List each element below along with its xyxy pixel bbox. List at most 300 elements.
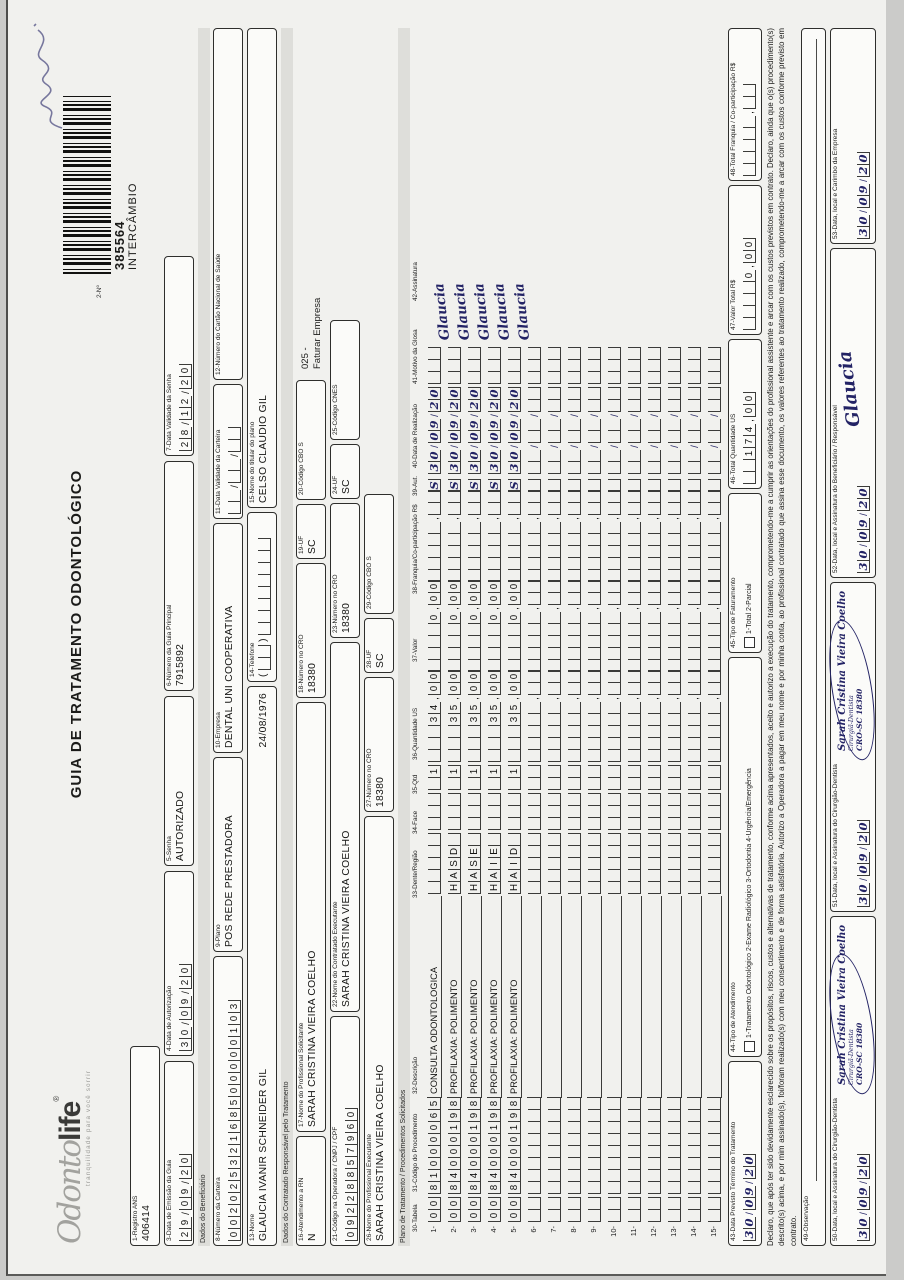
cell-aut: S bbox=[468, 479, 481, 492]
field-senha-value: AUTORIZADO bbox=[175, 790, 186, 861]
field-uf-24-value: SC bbox=[341, 479, 352, 494]
cell-aut bbox=[528, 479, 541, 492]
cell-face bbox=[708, 793, 721, 830]
cell-aut: S bbox=[448, 479, 461, 492]
field-assinatura-dentista-50 bbox=[830, 916, 876, 1246]
field-titular-plano bbox=[247, 28, 277, 508]
procedure-row bbox=[464, 28, 494, 1246]
procedure-row bbox=[484, 28, 514, 1246]
cell-franq: , bbox=[668, 490, 681, 582]
field-data-autorizacao-label: 4-Data de Autorização bbox=[166, 985, 173, 1051]
field-plano-label: 9-Plano bbox=[215, 924, 222, 947]
field-plano-value: POS REDE PRESTADORA bbox=[224, 815, 235, 947]
cell-dente bbox=[528, 833, 541, 894]
stamp-name-50: Sarah Cristina Vieira Coelho bbox=[837, 924, 848, 1085]
cell-glosa bbox=[528, 347, 541, 384]
cell-dente bbox=[548, 833, 561, 894]
field-data-termino-label: 43-Data Previsto Término do Tratamento bbox=[730, 1121, 737, 1241]
field-assinatura-beneficiario bbox=[830, 248, 876, 578]
field-data-emissao-value: 2 9 / 0 9 / 2 0 bbox=[179, 1154, 192, 1241]
telefone-paren-open: ( bbox=[258, 673, 269, 677]
cell-desc bbox=[567, 896, 582, 1098]
cell-qtd bbox=[548, 765, 561, 790]
cell-valor: 0 , 0 0 bbox=[428, 580, 441, 672]
cell-franq: , bbox=[488, 490, 501, 582]
field-total-franquia bbox=[728, 28, 762, 181]
handwritten-scribble bbox=[24, 14, 70, 134]
field-assinatura-dentista-51-label: 51-Data, local e Assinatura do Cirurgião-Dentista bbox=[832, 764, 839, 907]
cell-tabela bbox=[528, 1197, 541, 1222]
cell-data: / / bbox=[528, 387, 541, 474]
field-uf-28 bbox=[364, 618, 394, 673]
cell-us: , bbox=[708, 670, 721, 762]
tipo-atendimento-options: 1-Tratamento Odontológico 2-Exame Radiológico 3-Ortodontia 4-Urgência/Emergência bbox=[746, 768, 753, 1038]
cell-codigo bbox=[708, 1097, 721, 1194]
observacao-line bbox=[816, 39, 817, 1181]
cell-tabela bbox=[648, 1197, 661, 1222]
field-validade-senha-value: 2 8 / 1 2 / 2 0 bbox=[179, 364, 192, 451]
cell-us: , bbox=[548, 670, 561, 762]
cell-valor: , bbox=[668, 580, 681, 672]
cell-glosa bbox=[468, 347, 481, 384]
procedures-table bbox=[412, 28, 726, 1246]
cell-codigo bbox=[568, 1097, 581, 1194]
cell-qtd: 1 bbox=[468, 765, 481, 790]
field-cro-23-label: 23-Número no CRO bbox=[332, 574, 339, 633]
cell-franq: , bbox=[628, 490, 641, 582]
cell-sig: Glaucia bbox=[431, 282, 454, 342]
procedure-row bbox=[564, 28, 584, 1246]
procedure-row bbox=[684, 28, 704, 1246]
cell-glosa bbox=[548, 347, 561, 384]
cell-qtd: 1 bbox=[448, 765, 461, 790]
cell-dente: H A S D bbox=[448, 833, 461, 894]
cell-valor: , bbox=[548, 580, 561, 672]
paper-sheet bbox=[6, 0, 886, 1276]
cell-face bbox=[548, 793, 561, 830]
field-nome-beneficiario-value: GLAUCIA IVANIR SCHNEIDER GIL bbox=[258, 1068, 269, 1241]
cell-us: , bbox=[668, 670, 681, 762]
cell-tabela: 0 0 bbox=[488, 1197, 501, 1222]
cell-qtd bbox=[708, 765, 721, 790]
cell-desc bbox=[587, 896, 602, 1098]
field-cro-27 bbox=[364, 677, 394, 812]
tipo-faturamento-checkbox bbox=[744, 637, 755, 648]
cell-qtd bbox=[608, 765, 621, 790]
cell-desc bbox=[607, 896, 622, 1098]
cell-sig: Glaucia bbox=[491, 282, 514, 342]
cell-tabela: 0 0 bbox=[448, 1197, 461, 1222]
gto-form bbox=[8, 0, 886, 1274]
cell-glosa bbox=[628, 347, 641, 384]
cell-face bbox=[668, 793, 681, 830]
field-assinatura-beneficiario-label: 52-Data, local e Assinatura do Beneficiário / Responsável bbox=[832, 405, 839, 573]
field-valor-total-label: 47-Valor Total R$ bbox=[730, 279, 737, 330]
field-cartao-nacional-saude-label: 12-Número do Cartão Nacional de Saúde bbox=[215, 253, 222, 375]
cell-valor: , bbox=[628, 580, 641, 672]
cell-valor: 0 , 0 0 bbox=[508, 580, 521, 672]
cell-codigo bbox=[668, 1097, 681, 1194]
cell-desc bbox=[687, 896, 702, 1098]
cell-data: 3 0 / 0 9 / 2 0 bbox=[468, 387, 481, 474]
field-cnes-25 bbox=[330, 320, 360, 440]
field-assinatura-dentista-50-date: 3 0 / 0 9 / 2 0 bbox=[857, 1154, 870, 1241]
field-tipo-faturamento-label: 45-Tipo de Faturamento bbox=[730, 577, 737, 648]
cell-codigo bbox=[688, 1097, 701, 1194]
cell-dente: H A I E bbox=[488, 833, 501, 894]
cell-face bbox=[448, 793, 461, 830]
field-cro-27-label: 27-Número no CRO bbox=[366, 748, 373, 807]
field-profissional-solicitante-label: 17-Nome do Profissional Solicitante bbox=[298, 1022, 305, 1127]
cell-data: / / bbox=[648, 387, 661, 474]
field-cro-23 bbox=[330, 503, 360, 638]
field-telefone-numero bbox=[258, 538, 271, 635]
cell-us: 3 5 , 0 0 bbox=[488, 670, 501, 762]
cell-data: 3 0 / 0 9 / 2 0 bbox=[488, 387, 501, 474]
cell-us: , bbox=[688, 670, 701, 762]
field-uf-28-value: SC bbox=[375, 653, 386, 668]
registered-mark: ® bbox=[52, 1095, 61, 1102]
cell-dente bbox=[608, 833, 621, 894]
cell-tabela: 0 0 bbox=[468, 1197, 481, 1222]
field-empresa bbox=[213, 523, 243, 753]
col-codigo: 31-Código do Procedimento bbox=[412, 1113, 419, 1192]
cell-tabela bbox=[588, 1197, 601, 1222]
field-numero-guia-principal-value: 7915892 bbox=[175, 643, 186, 686]
cell-aut: S bbox=[428, 479, 441, 492]
cell-codigo: 8 4 0 0 0 1 9 8 bbox=[508, 1097, 521, 1194]
field-uf-24 bbox=[330, 444, 360, 499]
section-plano-tratamento: Plano de Tratamento / Procedimentos Solicitados bbox=[398, 28, 410, 1246]
cell-glosa bbox=[708, 347, 721, 384]
field-carimbo-empresa-date: 3 0 / 0 9 / 2 0 bbox=[857, 152, 870, 239]
cell-valor: , bbox=[608, 580, 621, 672]
field-contratado-executante bbox=[330, 642, 360, 1012]
cell-aut bbox=[568, 479, 581, 492]
cell-data: / / bbox=[588, 387, 601, 474]
cell-dente bbox=[588, 833, 601, 894]
cell-us: , bbox=[608, 670, 621, 762]
cell-qtd bbox=[568, 765, 581, 790]
cell-aut bbox=[688, 479, 701, 492]
row-number: 12- bbox=[649, 1226, 658, 1237]
cell-valor: , bbox=[528, 580, 541, 672]
row-number: 11- bbox=[629, 1226, 638, 1237]
cell-dente bbox=[568, 833, 581, 894]
cell-valor: , bbox=[588, 580, 601, 672]
cell-valor: , bbox=[708, 580, 721, 672]
cell-aut bbox=[628, 479, 641, 492]
cell-aut: S bbox=[488, 479, 501, 492]
cell-data: / / bbox=[548, 387, 561, 474]
cell-tabela bbox=[688, 1197, 701, 1222]
field-total-quantidade-us-value: 1 7 4 , 0 0 bbox=[743, 392, 756, 484]
field-assinatura-dentista-50-label: 50-Data, local e Assinatura do Cirurgião-Dentista bbox=[832, 1098, 839, 1241]
field-uf-19-label: 19-UF bbox=[298, 535, 305, 554]
cell-glosa bbox=[588, 347, 601, 384]
cell-aut bbox=[588, 479, 601, 492]
cell-tabela: 0 0 bbox=[428, 1197, 441, 1222]
cell-aut bbox=[668, 479, 681, 492]
cell-sig: Glaucia bbox=[451, 282, 474, 342]
field-assinatura-dentista-51-date: 3 0 / 0 9 / 2 0 bbox=[857, 820, 870, 907]
cell-franq: , bbox=[608, 490, 621, 582]
col-quantidade-us: 36-Quantidade US bbox=[412, 707, 419, 760]
col-motivo-glosa: 41-Motivo da Glosa bbox=[412, 329, 419, 384]
cell-data: / / bbox=[628, 387, 641, 474]
field-assinatura-beneficiario-date: 3 0 / 0 9 / 2 0 bbox=[857, 486, 870, 573]
form-title: GUIA DE TRATAMENTO ODONTOLÓGICO bbox=[68, 469, 85, 799]
field-numero-carteira-value: 0 0 2 0 2 5 3 2 1 6 8 5 0 0 0 0 0 1 0 3 bbox=[228, 1000, 241, 1241]
field-plano bbox=[213, 757, 243, 952]
col-data-realizacao: 40-Data de Realização bbox=[412, 403, 419, 468]
field-2-label: 2-Nº bbox=[96, 285, 103, 298]
field-data-termino bbox=[728, 1061, 762, 1246]
cell-franq: , bbox=[508, 490, 521, 582]
row-number: 7- bbox=[549, 1226, 558, 1233]
field-nome-beneficiario-label: 13-Nome bbox=[249, 1213, 256, 1241]
cell-desc: PROFILAXIA: POLIMENTO bbox=[467, 896, 482, 1098]
cell-face bbox=[528, 793, 541, 830]
row-number: 1- bbox=[429, 1226, 438, 1233]
row-number: 8- bbox=[569, 1226, 578, 1233]
cell-data: / / bbox=[608, 387, 621, 474]
row-number: 6- bbox=[529, 1226, 538, 1233]
cell-dente bbox=[428, 833, 441, 894]
cell-glosa bbox=[688, 347, 701, 384]
field-atendimento-rn bbox=[296, 1136, 326, 1246]
field-profissional-solicitante bbox=[296, 702, 326, 1132]
cell-us: , bbox=[648, 670, 661, 762]
field-telefone-ddd bbox=[258, 645, 271, 670]
cell-desc: PROFILAXIA: POLIMENTO bbox=[507, 896, 522, 1098]
field-validade-carteira-label: 11-Data Validade da Carteira bbox=[215, 429, 222, 514]
cell-desc bbox=[627, 896, 642, 1098]
cell-franq: , bbox=[688, 490, 701, 582]
cell-aut bbox=[708, 479, 721, 492]
field-telefone bbox=[247, 512, 277, 682]
stamp-role-50: Cirurgiã-Dentista bbox=[848, 1029, 855, 1085]
field-contratado-executante-label: 22-Nome do Contratado Executante bbox=[332, 901, 339, 1007]
logo-odonto: Odonto bbox=[52, 1140, 88, 1244]
cell-qtd bbox=[668, 765, 681, 790]
cell-desc: CONSULTA ODONTOLOGICA bbox=[427, 896, 442, 1098]
cell-franq: , bbox=[448, 490, 461, 582]
field-nome-beneficiario bbox=[247, 686, 277, 1246]
cell-us: 3 4 , 0 0 bbox=[428, 670, 441, 762]
cell-face bbox=[628, 793, 641, 830]
field-tipo-faturamento bbox=[728, 493, 762, 653]
field-profissional-executante bbox=[364, 816, 394, 1246]
field-carimbo-empresa-label: 53-Data, local e Carimbo da Empresa bbox=[832, 128, 839, 239]
cell-franq: , bbox=[568, 490, 581, 582]
procedure-row bbox=[624, 28, 644, 1246]
field-cartao-nacional-saude bbox=[213, 28, 243, 380]
cell-glosa bbox=[568, 347, 581, 384]
cell-face bbox=[688, 793, 701, 830]
tipo-faturamento-options: 1-Total 2-Parcial bbox=[746, 583, 753, 634]
cell-tabela bbox=[708, 1197, 721, 1222]
stamp-name-51: Sarah Cristina Vieira Coelho bbox=[837, 590, 848, 751]
cell-dente: H A S E bbox=[468, 833, 481, 894]
field-assinatura-dentista-51 bbox=[830, 582, 876, 912]
cell-glosa bbox=[668, 347, 681, 384]
col-aut: 39-Aut. bbox=[412, 475, 419, 496]
cell-dente: H A I D bbox=[508, 833, 521, 894]
telefone-paren-close: ) bbox=[258, 638, 269, 642]
note-faturar-texto: Faturar Empresa bbox=[312, 297, 323, 369]
cell-us: , bbox=[528, 670, 541, 762]
col-qtd: 35-Qtd bbox=[412, 774, 419, 794]
field-data-emissao bbox=[164, 1061, 194, 1246]
field-total-franquia-value: , bbox=[743, 84, 756, 176]
cell-codigo bbox=[548, 1097, 561, 1194]
col-valor: 37-Valor bbox=[412, 638, 419, 662]
cell-valor: , bbox=[568, 580, 581, 672]
cell-face bbox=[468, 793, 481, 830]
signature-loop-50 bbox=[821, 951, 883, 1098]
cell-valor: 0 , 0 0 bbox=[448, 580, 461, 672]
cell-codigo bbox=[648, 1097, 661, 1194]
cell-face bbox=[488, 793, 501, 830]
cell-data: / / bbox=[568, 387, 581, 474]
logo-tagline: tranquilidade para você sorrir bbox=[85, 1069, 92, 1186]
cell-face bbox=[568, 793, 581, 830]
col-face: 34-Face bbox=[412, 810, 419, 834]
cell-us: , bbox=[568, 670, 581, 762]
cell-sig: Glaucia bbox=[471, 282, 494, 342]
field-registro-ans-label: 1-Registro ANS bbox=[132, 1195, 139, 1241]
cell-glosa bbox=[428, 347, 441, 384]
field-cnes-25-label: 25-Código CNES bbox=[332, 384, 339, 435]
cell-franq: , bbox=[708, 490, 721, 582]
col-tabela: 30-Tabela bbox=[412, 1204, 419, 1232]
field-contratado-executante-value: SARAH CRISTINA VIEIRA COELHO bbox=[341, 830, 352, 1007]
procedure-row bbox=[544, 28, 564, 1246]
cell-qtd: 1 bbox=[428, 765, 441, 790]
cell-valor: , bbox=[688, 580, 701, 672]
field-atendimento-rn-label: 16-Atendimento a RN bbox=[298, 1177, 305, 1241]
field-total-franquia-label: 48-Total Franquia / Co-participação R$ bbox=[730, 62, 737, 176]
field-senha bbox=[164, 696, 194, 866]
cell-us: 3 5 , 0 0 bbox=[508, 670, 521, 762]
cell-codigo: 8 4 0 0 0 1 9 8 bbox=[448, 1097, 461, 1194]
cell-data: 3 0 / 0 9 / 2 0 bbox=[508, 387, 521, 474]
cell-data: 3 0 / 0 9 / 2 0 bbox=[428, 387, 441, 474]
field-uf-19-value: SC bbox=[307, 539, 318, 554]
field-cro-27-value: 18380 bbox=[375, 776, 386, 807]
procedure-row bbox=[604, 28, 624, 1246]
field-data-autorizacao-value: 3 0 / 0 9 / 2 0 bbox=[179, 964, 192, 1051]
field-data-emissao-label: 3-Data de Emissão da Guia bbox=[166, 1160, 173, 1241]
cell-dente bbox=[688, 833, 701, 894]
row-number: 14- bbox=[689, 1226, 698, 1237]
row-number: 2- bbox=[449, 1226, 458, 1233]
cell-face bbox=[608, 793, 621, 830]
cell-codigo bbox=[608, 1097, 621, 1194]
cell-desc bbox=[547, 896, 562, 1098]
cell-valor: 0 , 0 0 bbox=[488, 580, 501, 672]
cell-desc: PROFILAXIA: POLIMENTO bbox=[487, 896, 502, 1098]
field-cbo-29 bbox=[364, 494, 394, 614]
cell-glosa bbox=[488, 347, 501, 384]
odontolife-logo bbox=[52, 1014, 92, 1244]
field-total-quantidade-us bbox=[728, 339, 762, 489]
cell-codigo: 8 1 0 0 0 0 6 5 bbox=[428, 1097, 441, 1194]
cell-us: , bbox=[588, 670, 601, 762]
cell-qtd bbox=[648, 765, 661, 790]
field-empresa-label: 10-Empresa bbox=[215, 712, 222, 748]
stamp-cro-51: CRO-SC 18380 bbox=[855, 688, 864, 751]
cell-face bbox=[508, 793, 521, 830]
cell-data: 3 0 / 0 9 / 2 0 bbox=[448, 387, 461, 474]
col-franquia: 38-Franquia/Co-participação R$ bbox=[412, 504, 419, 594]
field-numero-guia-principal-label: 6-Número da Guia Principal bbox=[166, 604, 173, 686]
cell-face bbox=[648, 793, 661, 830]
cell-dente bbox=[668, 833, 681, 894]
field-observacao bbox=[801, 28, 826, 1246]
field-titular-plano-label: 15-Nome do titular do plano bbox=[249, 421, 256, 503]
cell-data: / / bbox=[688, 387, 701, 474]
cell-qtd: 1 bbox=[488, 765, 501, 790]
field-titular-plano-value: CELSO CLAUDIO GIL bbox=[258, 394, 269, 503]
cell-aut bbox=[608, 479, 621, 492]
field-profissional-executante-value: SARAH CRISTINA VIEIRA COELHO bbox=[375, 1064, 386, 1241]
cell-us: 3 5 , 0 0 bbox=[448, 670, 461, 762]
row-number: 15- bbox=[709, 1226, 718, 1237]
field-cro-23-value: 18380 bbox=[341, 602, 352, 633]
field-tipo-atendimento-label: 44-Tipo de Atendimento bbox=[730, 982, 737, 1052]
cell-franq: , bbox=[528, 490, 541, 582]
tipo-atendimento-checkbox bbox=[744, 1041, 755, 1052]
cell-desc bbox=[667, 896, 682, 1098]
beneficiary-signature: Glaucia bbox=[834, 349, 865, 428]
field-data-nascimento: 24/08/1976 bbox=[258, 693, 269, 748]
field-atendimento-rn-value: N bbox=[307, 1233, 318, 1241]
col-assinatura: 42-Assinatura bbox=[412, 262, 419, 301]
field-codigo-operadora-label: 21-Código na Operadora / CNPJ / CPF bbox=[332, 1126, 339, 1241]
note-faturar-empresa bbox=[300, 298, 324, 369]
section-dados-beneficiario: Dados do Beneficiário bbox=[198, 28, 210, 1246]
field-cbo-20-label: 20-Código CBO S bbox=[298, 442, 305, 495]
field-cbo-20 bbox=[296, 380, 326, 500]
section-dados-contratado: Dados do Contratado Responsável pelo Tratamento bbox=[281, 28, 293, 1246]
barcode-caption: INTERCÂMBIO bbox=[127, 182, 139, 270]
field-numero-carteira bbox=[213, 956, 243, 1246]
cell-sig: Glaucia bbox=[511, 282, 534, 342]
field-uf-24-label: 24-UF bbox=[332, 475, 339, 494]
col-descricao: 32-Descrição bbox=[412, 1056, 419, 1094]
cell-valor: , bbox=[648, 580, 661, 672]
cell-glosa bbox=[648, 347, 661, 384]
field-profissional-solicitante-value: SARAH CRISTINA VIEIRA COELHO bbox=[307, 950, 318, 1127]
row-number: 10- bbox=[609, 1226, 618, 1237]
cell-dente bbox=[628, 833, 641, 894]
procedure-row bbox=[644, 28, 664, 1246]
field-senha-label: 5-Senha bbox=[166, 836, 173, 861]
field-validade-senha-label: 7-Data Validade da Senha bbox=[166, 374, 173, 451]
field-total-quantidade-us-label: 46-Total Quantidade US bbox=[730, 413, 737, 484]
cell-glosa bbox=[448, 347, 461, 384]
procedure-row bbox=[504, 28, 534, 1246]
col-dente-regiao: 33-Dente/Região bbox=[412, 850, 419, 898]
stamp-role-51: Cirurgiã-Dentista bbox=[848, 695, 855, 751]
cell-us: 3 5 , 0 0 bbox=[468, 670, 481, 762]
field-uf-28-label: 28-UF bbox=[366, 649, 373, 668]
field-cro-18 bbox=[296, 563, 326, 698]
cell-desc: PROFILAXIA: POLIMENTO bbox=[447, 896, 462, 1098]
field-validade-senha bbox=[164, 256, 194, 456]
